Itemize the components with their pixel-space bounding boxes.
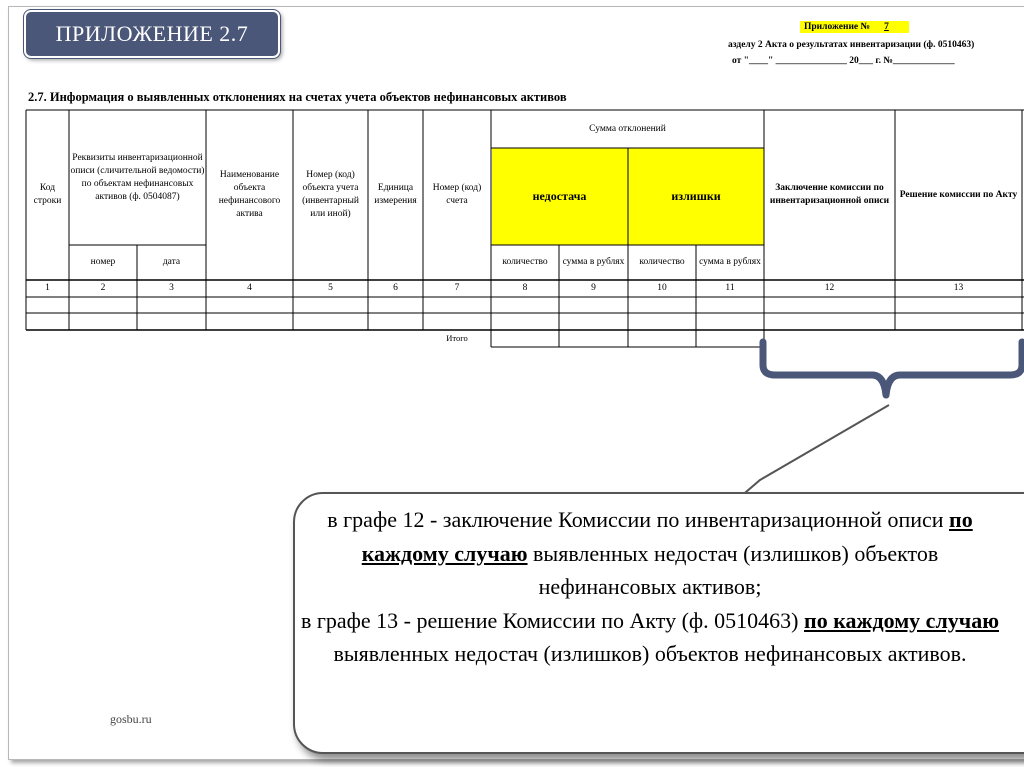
emphasis: по каждому случаю [804, 607, 1000, 633]
col-nomer: номер [90, 257, 116, 267]
col-code: Код строки [33, 183, 62, 206]
col-data: дата [162, 257, 181, 267]
itogo-label: Итого [446, 333, 468, 343]
col-nedostacha: недостача [532, 189, 587, 203]
col-izlishki: излишки [671, 189, 721, 203]
col-kolichestvo-1: количество [502, 257, 548, 267]
col-number: 5 [328, 283, 333, 293]
slide-title: ПРИЛОЖЕНИЕ 2.7 [24, 10, 280, 58]
emphasis: по каждому случаю [361, 507, 973, 566]
col-number: 8 [522, 283, 528, 293]
col-number: 1 [45, 283, 50, 293]
col-number: 12 [824, 283, 835, 293]
callout-text: в графе 12 - заключение Комиссии по инвентаризационной описи по каждому случаю выявленных недостач (излишков) объектов нефинансовых активов; в графе 13 - решение Комиссии по Акту (ф. 0510463) по каждому случаю выявленных недостач (излишков) объектов нефинансовых активов. [300, 507, 1000, 666]
col-rekvizity: Реквизиты инвентаризационной описи (сличительной ведомости) по объектам нефинансовых активов (ф. 0504087) [70, 152, 205, 202]
col-summa-2: сумма в рублях [699, 257, 761, 267]
col-kolichestvo-2: количество [639, 257, 685, 267]
appendix-number: 7 [874, 21, 909, 33]
col-number: 7 [454, 283, 460, 293]
col-number: 6 [393, 283, 398, 293]
col-reshenie: Решение комиссии по Акту [899, 189, 1018, 200]
col-summa-otkl: Сумма отклонений [589, 123, 666, 134]
section-title: 2.7. Информация о выявленных отклонениях на счетах учета объектов нефинансовых активов [28, 90, 567, 104]
col-number: 11 [725, 283, 735, 293]
col-number: 9 [591, 283, 596, 293]
footer-source: gosbu.ru [110, 712, 152, 726]
col-edinica: Единица измерения [374, 183, 417, 206]
appendix-line3: от "____" _______________ 20___ г. №_____________ [732, 56, 955, 66]
col-number: 2 [100, 283, 106, 293]
col-number: 13 [953, 283, 964, 293]
col-number: 10 [657, 283, 667, 293]
col-zaklyuchenie: Заключение комиссии по инвентаризационной описи [769, 183, 890, 206]
col-number: 4 [247, 283, 252, 293]
appendix-line2: азделу 2 Акта о результатах инвентаризации (ф. 0510463) [728, 40, 975, 50]
appendix-label: Приложение № 7 [800, 22, 909, 32]
col-naimenovanie: Наименование объекта нефинансового актива [218, 170, 281, 219]
col-number: 3 [169, 283, 174, 293]
col-nomer-obekta: Номер (код) объекта учета (инвентарный или иной) [302, 170, 359, 219]
col-nomer-scheta: Номер (код) счета [432, 183, 482, 206]
col-summa-1: сумма в рублях [562, 257, 625, 267]
